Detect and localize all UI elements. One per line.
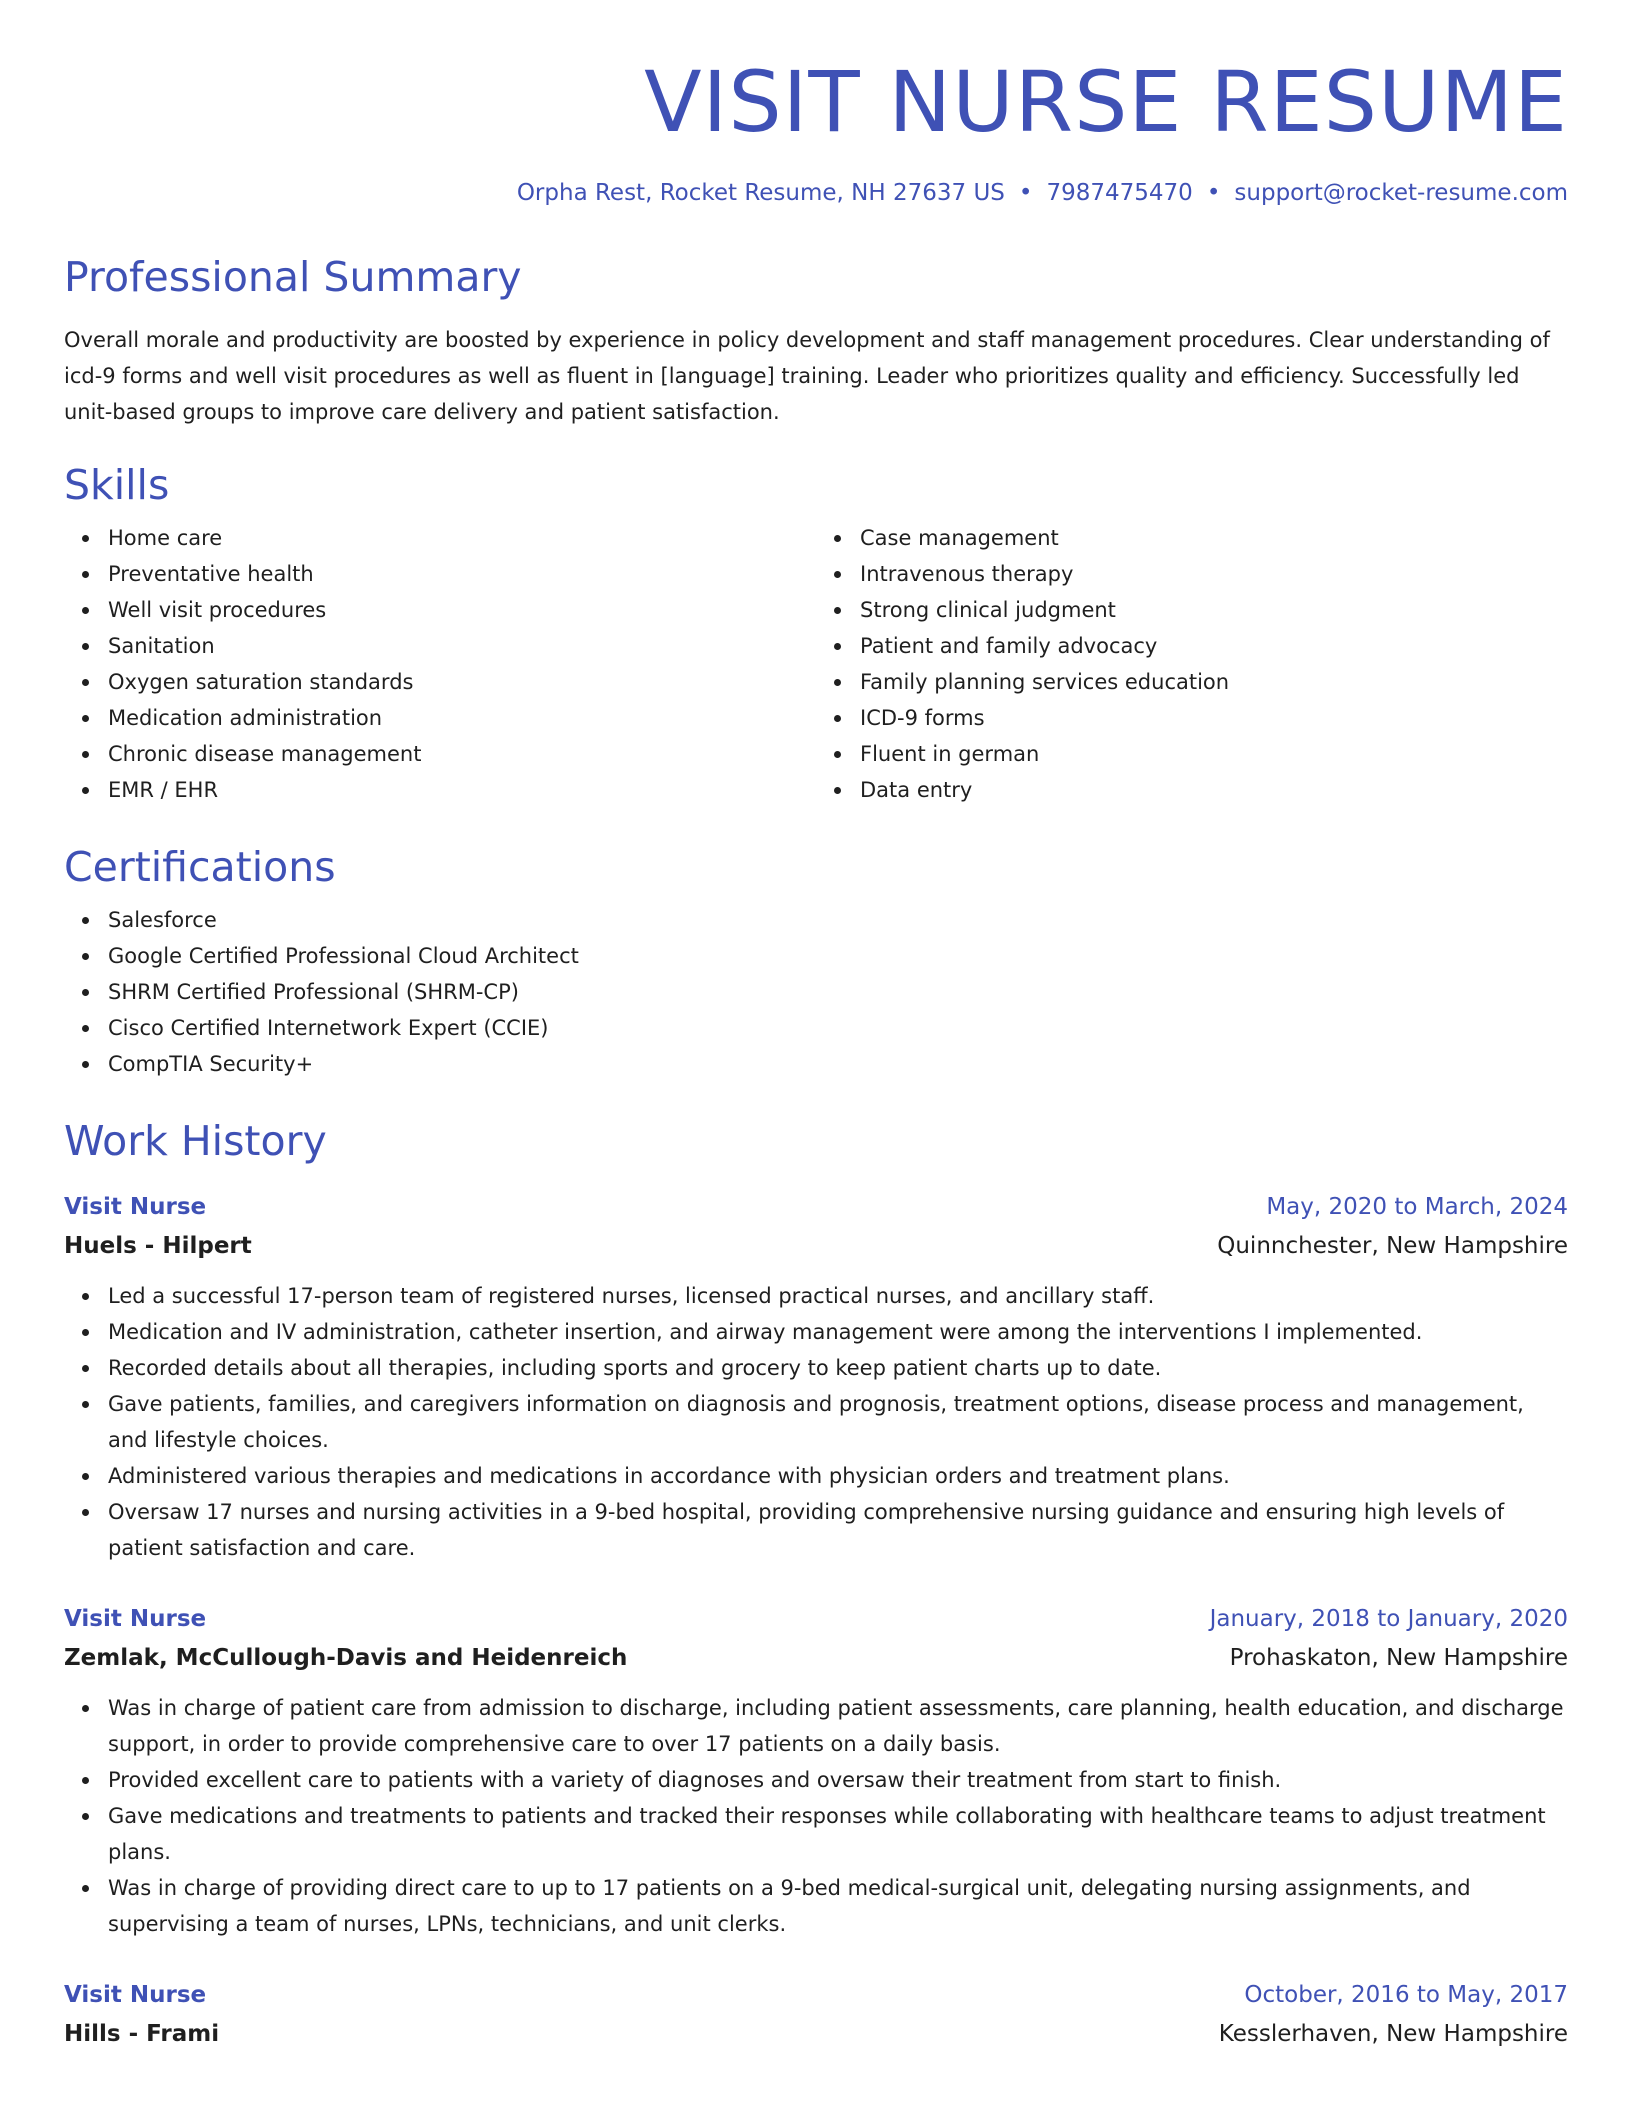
resume-title: VISIT NURSE RESUME (644, 53, 1568, 151)
certification-item: CompTIA Security+ (108, 1046, 1568, 1082)
job-dates: May, 2020 to March, 2024 (1266, 1194, 1568, 1220)
job-bullet: Gave medications and treatments to patients and tracked their responses while collaborating with healthcare teams to adjust treatment plans. (108, 1798, 1568, 1870)
job-company-row (64, 1638, 1568, 1678)
summary-heading: Professional Summary (64, 253, 522, 301)
skill-item: Strong clinical judgment (860, 592, 1568, 628)
job-dates: October, 2016 to May, 2017 (1244, 1982, 1568, 2008)
job-title: Visit Nurse (64, 1606, 207, 1632)
job-company-row (64, 1226, 1568, 1266)
job-title: Visit Nurse (64, 1194, 207, 1220)
job-bullet: Oversaw 17 nurses and nursing activities in a 9-bed hospital, providing comprehensive nursing guidance and ensuring high levels of patient satisfaction and care. (108, 1494, 1568, 1566)
skill-item: Sanitation (108, 628, 816, 664)
skills-list-right (816, 520, 1568, 808)
skill-item: Medication administration (108, 700, 816, 736)
contact-phone: 7987475470 (1046, 180, 1193, 206)
job-title-row (64, 1188, 1568, 1226)
job-bullet: Provided excellent care to patients with a variety of diagnoses and oversaw their treatment from start to finish. (108, 1762, 1568, 1798)
job-company: Zemlak, McCullough-Davis and Heidenreich (64, 1645, 628, 1671)
skill-item: Patient and family advocacy (860, 628, 1568, 664)
contact-address: Orpha Rest, Rocket Resume, NH 27637 US (516, 180, 1005, 206)
job-entry (64, 1976, 1568, 2054)
skill-item: Data entry (860, 772, 1568, 808)
resume-page (64, 0, 1568, 2054)
skill-item: Family planning services education (860, 664, 1568, 700)
contact-email: support@rocket-resume.com (1234, 180, 1568, 206)
certification-item: Google Certified Professional Cloud Architect (108, 938, 1568, 974)
contact-line (64, 178, 1568, 208)
job-dates: January, 2018 to January, 2020 (1209, 1606, 1568, 1632)
contact-separator: • (1206, 180, 1221, 206)
certifications-heading: Certifications (64, 843, 336, 891)
job-entry (64, 1600, 1568, 1942)
skill-item: EMR / EHR (108, 772, 816, 808)
job-title-row (64, 1600, 1568, 1638)
certification-item: Cisco Certified Internetwork Expert (CCIE) (108, 1010, 1568, 1046)
contact-separator: • (1018, 180, 1033, 206)
certification-item: Salesforce (108, 902, 1568, 938)
skill-item: Intravenous therapy (860, 556, 1568, 592)
job-location: Quinnchester, New Hampshire (1217, 1233, 1568, 1259)
certification-item: SHRM Certified Professional (SHRM-CP) (108, 974, 1568, 1010)
job-entry (64, 1188, 1568, 1566)
job-bullets (64, 1690, 1568, 1942)
skill-item: Fluent in german (860, 736, 1568, 772)
skill-item: Oxygen saturation standards (108, 664, 816, 700)
job-bullet: Was in charge of providing direct care to up to 17 patients on a 9-bed medical-surgical unit, delegating nursing assignments, and supervising a team of nurses, LPNs, technicians, and unit clerks. (108, 1870, 1568, 1942)
job-bullet: Recorded details about all therapies, including sports and grocery to keep patient charts up to date. (108, 1350, 1568, 1386)
skill-item: Home care (108, 520, 816, 556)
summary-text: Overall morale and productivity are boosted by experience in policy development and staff management procedures. Clear understanding of icd-9 forms and well visit procedures as well as fluent in [language] training. Leader who prioritizes quality and efficiency. Successfully led unit-based groups to improve care delivery and patient satisfaction. (64, 328, 1550, 424)
job-company: Huels - Hilpert (64, 1233, 252, 1259)
job-bullet: Gave patients, families, and caregivers information on diagnosis and prognosis, treatment options, disease process and management, and lifestyle choices. (108, 1386, 1568, 1458)
skill-item: Case management (860, 520, 1568, 556)
skill-item: ICD-9 forms (860, 700, 1568, 736)
job-bullet: Administered various therapies and medications in accordance with physician orders and treatment plans. (108, 1458, 1568, 1494)
skills-list-left (64, 520, 816, 808)
job-company-row (64, 2014, 1568, 2054)
job-bullet: Medication and IV administration, catheter insertion, and airway management were among the interventions I implemented. (108, 1314, 1568, 1350)
skills-heading: Skills (64, 461, 170, 509)
job-location: Kesslerhaven, New Hampshire (1218, 2021, 1568, 2047)
job-bullets (64, 1278, 1568, 1566)
job-title-row (64, 1976, 1568, 2014)
certifications-list (64, 902, 1568, 1082)
job-title: Visit Nurse (64, 1982, 207, 2008)
skill-item: Well visit procedures (108, 592, 816, 628)
job-company: Hills - Frami (64, 2021, 220, 2047)
skill-item: Preventative health (108, 556, 816, 592)
work-history-heading: Work History (64, 1117, 327, 1165)
job-bullet: Led a successful 17-person team of registered nurses, licensed practical nurses, and ancillary staff. (108, 1278, 1568, 1314)
skills-columns (64, 520, 1568, 808)
job-bullet: Was in charge of patient care from admission to discharge, including patient assessments, care planning, health education, and discharge support, in order to provide comprehensive care to over 17 patients on a daily basis. (108, 1690, 1568, 1762)
job-location: Prohaskaton, New Hampshire (1229, 1645, 1568, 1671)
skill-item: Chronic disease management (108, 736, 816, 772)
